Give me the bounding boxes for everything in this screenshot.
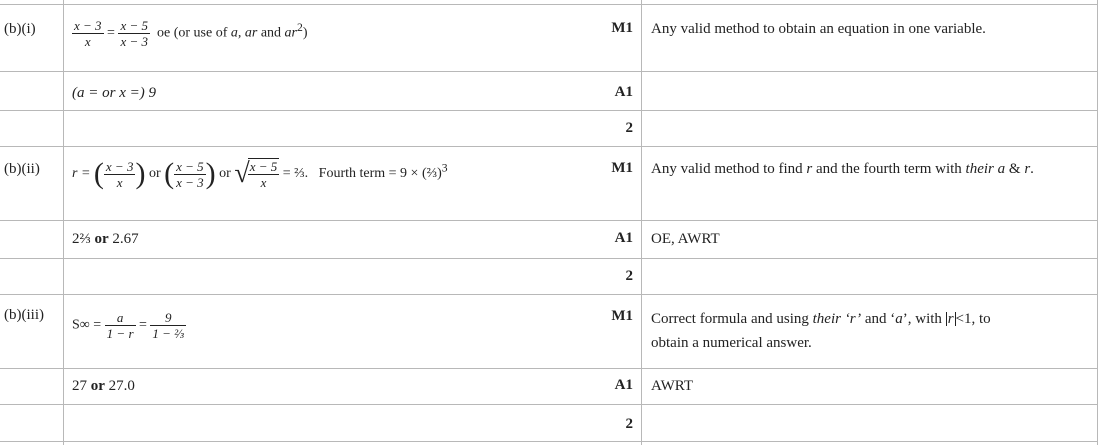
close-paren: ) — [135, 157, 146, 190]
guidance-var: r — [1024, 161, 1031, 177]
answer-text: (a = or x =) 9 — [72, 85, 156, 101]
row-divider — [0, 220, 1098, 221]
denominator: x − 3 — [120, 34, 148, 49]
mark-code: A1 — [614, 230, 633, 246]
guidance-part: ’, with — [902, 311, 946, 327]
open-paren: ( — [93, 157, 104, 190]
row-divider — [0, 110, 1098, 111]
answer-line — [72, 84, 156, 102]
guidance-var: r — [947, 311, 954, 327]
square-root — [234, 158, 279, 190]
answer-text: and — [257, 25, 285, 41]
guidance-part: and the fourth term with — [812, 161, 966, 177]
mark-code: A1 — [614, 377, 633, 393]
numerator: 9 — [150, 310, 186, 326]
answer-text: oe (or use of — [157, 25, 231, 41]
guidance-text: Any valid method to obtain an equation in one variable. — [651, 21, 986, 37]
guidance-text: OE, AWRT — [651, 231, 720, 247]
row-divider — [0, 404, 1098, 405]
sum-infinity-label: S∞ = — [72, 317, 102, 333]
or-word: or — [94, 231, 109, 247]
or-word: or — [90, 378, 105, 394]
fraction — [174, 159, 206, 190]
row-divider — [0, 441, 1098, 442]
answer-value: 2.67 — [112, 231, 139, 247]
numerator: x − 5 — [176, 158, 204, 174]
numerator: a — [105, 310, 136, 326]
column-divider — [63, 0, 64, 445]
absolute-value — [946, 312, 956, 326]
guidance-var: ‘r’ — [840, 311, 862, 327]
open-paren: ( — [164, 157, 175, 190]
guidance-text: AWRT — [651, 378, 694, 394]
answer-text: = ⅔. — [282, 166, 309, 182]
mark-code: M1 — [611, 20, 633, 36]
mark-total: 2 — [625, 268, 633, 284]
answer-vars: a, ar — [230, 25, 258, 41]
guidance-part: Correct formula and using — [651, 311, 813, 327]
answer-text: ) — [302, 25, 308, 41]
guidance-var: a — [895, 311, 903, 327]
part-label: (b)(ii) — [4, 161, 40, 177]
guidance-text — [651, 310, 991, 328]
numerator: x − 5 — [120, 18, 148, 33]
answer-value: 27.0 — [108, 378, 135, 394]
denominator: 1 − r — [106, 326, 134, 341]
row-divider — [0, 4, 1098, 5]
answer-line — [72, 230, 139, 248]
guidance-text-line2: obtain a numerical answer. — [651, 335, 812, 351]
superscript: 3 — [441, 161, 448, 175]
numerator: x − 5 — [249, 159, 278, 174]
denominator: x — [260, 175, 267, 190]
guidance-part: & — [1005, 161, 1025, 177]
mark-total: 2 — [625, 416, 633, 432]
column-divider — [1097, 0, 1098, 445]
part-label: (b)(iii) — [4, 307, 44, 323]
fourth-term-text: Fourth term = 9 × (⅔) — [318, 166, 442, 182]
answer-line — [72, 18, 308, 49]
mark-code: M1 — [611, 160, 633, 176]
answer-var: r = — [72, 166, 91, 182]
row-divider — [0, 258, 1098, 259]
denominator: x — [84, 34, 91, 49]
mark-total: 2 — [625, 120, 633, 136]
fraction — [104, 159, 136, 190]
answer-var: ar — [284, 25, 297, 41]
fraction — [72, 18, 104, 49]
guidance-their: their a — [965, 161, 1006, 177]
denominator: x — [116, 174, 123, 190]
column-divider — [641, 0, 642, 445]
close-paren: ) — [205, 157, 216, 190]
numerator: x − 3 — [74, 18, 102, 33]
row-divider — [0, 294, 1098, 295]
fraction — [105, 310, 136, 341]
guidance-part: <1, to — [955, 311, 991, 327]
answer-line — [72, 377, 135, 395]
row-divider — [0, 146, 1098, 147]
guidance-their: their — [812, 311, 841, 327]
or-word: or — [148, 166, 161, 182]
row-divider — [0, 71, 1098, 72]
superscript: 2 — [297, 21, 303, 35]
row-divider — [0, 368, 1098, 369]
part-label: (b)(i) — [4, 21, 36, 37]
answer-line — [72, 158, 448, 190]
guidance-part: and ‘ — [861, 311, 896, 327]
guidance-text — [651, 160, 1034, 178]
fraction — [150, 310, 186, 341]
guidance-part: . — [1030, 161, 1034, 177]
denominator: x − 3 — [176, 174, 204, 190]
or-word: or — [219, 166, 231, 182]
guidance-var: r — [806, 161, 813, 177]
answer-value: 27 — [72, 378, 87, 394]
equals-sign: = — [107, 25, 115, 41]
denominator: 1 − ⅔ — [152, 326, 184, 341]
fraction — [248, 159, 280, 190]
radical-sign: √ — [234, 158, 250, 189]
answer-line — [72, 310, 186, 341]
answer-value: 2⅔ — [72, 231, 91, 247]
numerator: x − 3 — [105, 158, 134, 174]
guidance-part: Any valid method to find — [651, 161, 807, 177]
mark-code: A1 — [614, 84, 633, 100]
fraction — [118, 18, 150, 49]
mark-code: M1 — [611, 308, 633, 324]
equals-sign: = — [139, 317, 147, 333]
